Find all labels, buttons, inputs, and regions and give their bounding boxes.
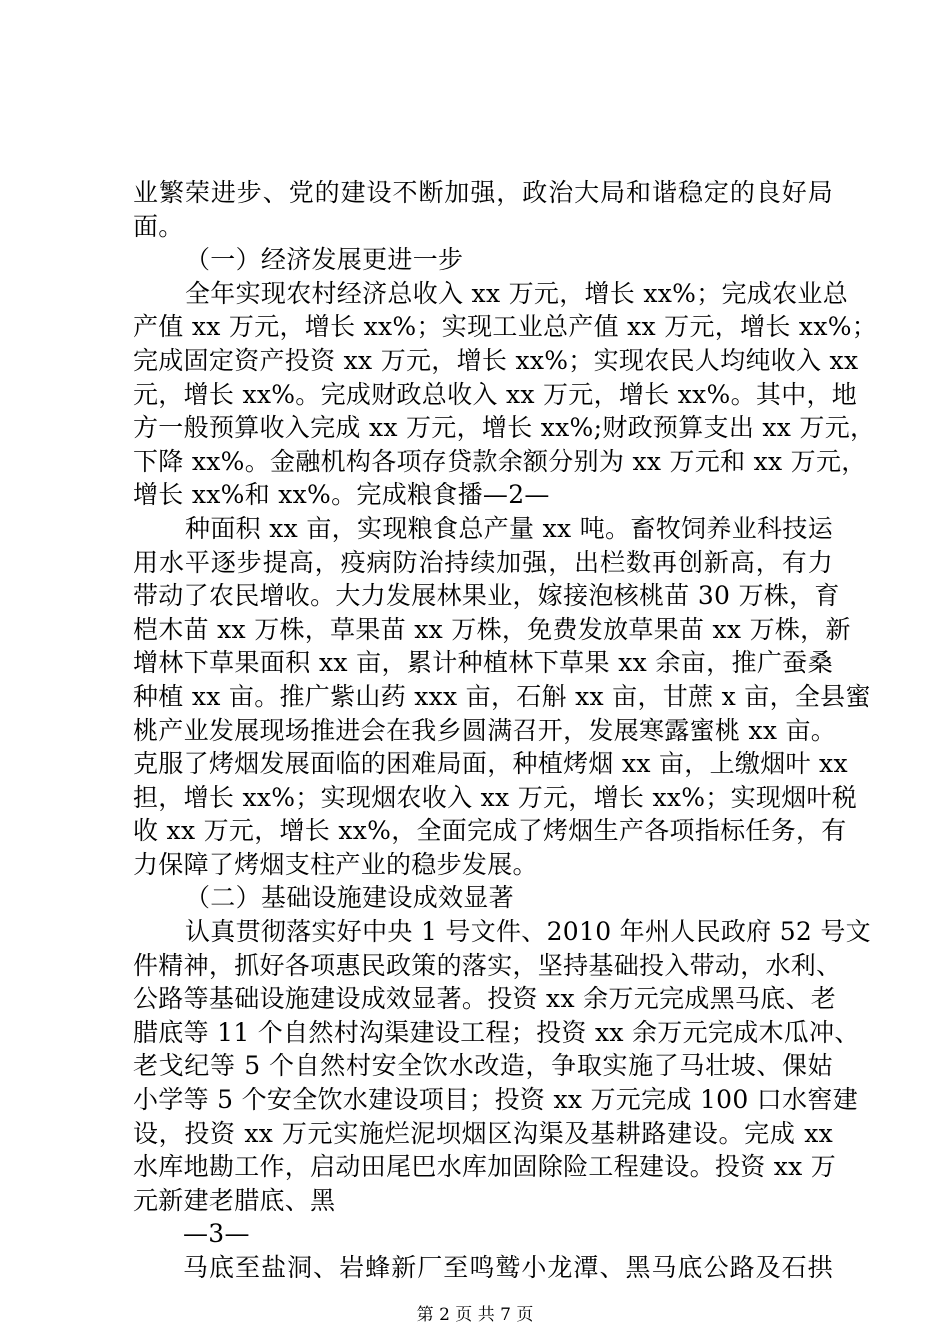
inline-page-marker: —3— bbox=[183, 1219, 250, 1249]
document-body bbox=[133, 176, 878, 1285]
text-line: 面。 bbox=[133, 211, 184, 241]
text-line: 带动了农民增收。大力发展林果业，嫁接泡核桃苗 30 万株，育 bbox=[133, 581, 840, 611]
text-line: 全年实现农村经济总收入 xx 万元，增长 xx%；完成农业总 bbox=[185, 278, 848, 308]
text-line: 水库地勘工作，启动田尾巴水库加固除险工程建设。投资 xx 万 bbox=[133, 1152, 837, 1182]
text-line: 担，增长 xx%；实现烟农收入 xx 万元，增长 xx%；实现烟叶税 bbox=[133, 782, 858, 812]
text-line: 老戈纪等 5 个自然村安全饮水改造，争取实施了马壮坡、倮姑 bbox=[133, 1051, 833, 1081]
text-line: 元新建老腊底、黑 bbox=[133, 1185, 336, 1215]
text-line: 产值 xx 万元，增长 xx%；实现工业总产值 xx 万元，增长 xx%； bbox=[133, 312, 878, 342]
text-line: 认真贯彻落实好中央 1 号文件、2010 年州人民政府 52 号文 bbox=[185, 917, 871, 947]
page-number-label: 第 2 页 共 7 页 bbox=[416, 1305, 534, 1325]
section-heading: （二）基础设施建设成效显著 bbox=[185, 883, 514, 913]
text-line: 方一般预算收入完成 xx 万元，增长 xx%;财政预算支出 xx 万元， bbox=[133, 413, 876, 443]
text-line: 元，增长 xx%。完成财政总收入 xx 万元，增长 xx%。其中，地 bbox=[133, 379, 858, 409]
text-line: 小学等 5 个安全饮水建设项目；投资 xx 万元完成 100 口水窖建 bbox=[133, 1085, 859, 1115]
text-line: 件精神，抓好各项惠民政策的落实，坚持基础投入带动，水利、 bbox=[133, 950, 842, 980]
text-line: 腊底等 11 个自然村沟渠建设工程；投资 xx 余万元完成木瓜冲、 bbox=[133, 1017, 860, 1047]
text-line: 马底至盐洞、岩蜂新厂至鸣鹫小龙潭、黑马底公路及石拱 bbox=[183, 1253, 833, 1282]
section-heading: （一）经济发展更进一步 bbox=[185, 245, 464, 275]
text-line: 业繁荣进步、党的建设不断加强，政治大局和谐稳定的良好局 bbox=[133, 178, 833, 207]
text-line: 完成固定资产投资 xx 万元，增长 xx%；实现农民人均纯收入 xx bbox=[133, 345, 859, 375]
text-line: 种植 xx 亩。推广紫山药 xxx 亩，石斛 xx 亩，甘蔗 x 亩，全县蜜 bbox=[133, 681, 871, 711]
page-footer bbox=[0, 1304, 950, 1326]
text-line: 收 xx 万元，增长 xx%，全面完成了烤烟生产各项指标任务，有 bbox=[133, 816, 847, 846]
text-line: 桤木苗 xx 万株，草果苗 xx 万株，免费发放草果苗 xx 万株，新 bbox=[133, 614, 851, 644]
text-line: 用水平逐步提高，疫病防治持续加强，出栏数再创新高，有力 bbox=[133, 547, 833, 577]
text-line: 公路等基础设施建设成效显著。投资 xx 余万元完成黑马底、老 bbox=[133, 984, 837, 1014]
text-line: 下降 xx%。金融机构各项存贷款余额分别为 xx 万元和 xx 万元， bbox=[133, 446, 867, 476]
text-line: 种面积 xx 亩，实现粮食总产量 xx 吨。畜牧饲养业科技运 bbox=[185, 513, 833, 543]
text-line: 增林下草果面积 xx 亩，累计种植林下草果 xx 余亩，推广蚕桑 bbox=[133, 648, 833, 678]
text-line: 增长 xx%和 xx%。完成粮食播—2— bbox=[133, 480, 550, 510]
text-line: 克服了烤烟发展面临的困难局面，种植烤烟 xx 亩，上缴烟叶 xx bbox=[133, 749, 848, 779]
text-line: 桃产业发展现场推进会在我乡圆满召开，发展寒露蜜桃 xx 亩。 bbox=[133, 715, 837, 745]
text-line: 设，投资 xx 万元实施烂泥坝烟区沟渠及基耕路建设。完成 xx bbox=[133, 1118, 833, 1148]
text-line: 力保障了烤烟支柱产业的稳步发展。 bbox=[133, 849, 538, 879]
